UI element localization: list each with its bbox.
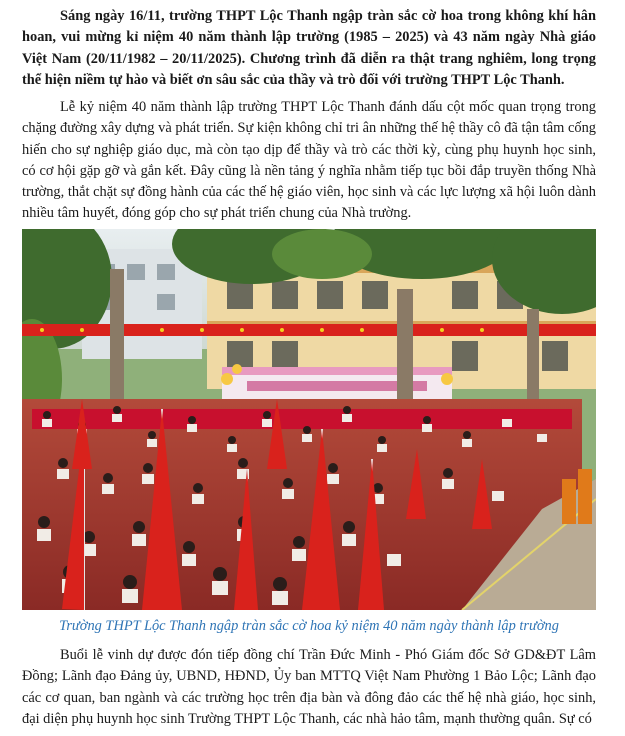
body-paragraph-2: Buổi lễ vinh dự được đón tiếp đồng chí Trần Đức Minh - Phó Giám đốc Sở GD&ĐT Lâm Đồng; Lãnh đạo Đảng ủy, UBND, HĐND, Ủy ban MTTQ Việt Nam Phường 1 Bảo Lộc; Lãnh đạo các cơ quan, ban ngành và các trường học trên địa bàn và đông đảo các thế hệ nhà giáo, học sinh, đại diện phụ huynh học sinh Trường THPT Lộc Thanh, các nhà hảo tâm, mạnh thường quân. Sự có bbox=[22, 647, 596, 727]
ceremony-photo bbox=[22, 229, 596, 610]
photo-caption: Trường THPT Lộc Thanh ngập tràn sắc cờ hoa kỷ niệm 40 năm ngày thành lập trường bbox=[59, 618, 559, 634]
ceremony-photo-illustration bbox=[22, 229, 596, 610]
lead-paragraph: Sáng ngày 16/11, trường THPT Lộc Thanh ngập tràn sắc cờ hoa trong không khí hân hoan, vui mừng kỉ niệm 40 năm thành lập trường (1985 – 2025) và 43 năm ngày Nhà giáo Việt Nam (20/11/1982 – 20/11/2025). Chương trình đã diễn ra thật trang nghiêm, long trọng thể hiện niềm tự hào và biết ơn sâu sắc của thầy và trò đối với trường THPT Lộc Thanh. bbox=[22, 8, 596, 88]
body-paragraph-1: Lễ kỷ niệm 40 năm thành lập trường THPT Lộc Thanh đánh dấu cột mốc quan trọng trong chặng đường xây dựng và phát triển. Sự kiện không chỉ tri ân những thế hệ thầy cô đã tận tâm cống hiến cho sự nghiệp giáo dục, mà còn tạo dịp để thầy và trò các thời kỳ, cùng phụ huynh học sinh, có cơ hội gặp gỡ và gắn kết. Đây cũng là nền tảng ý nghĩa nhằm tiếp tục bồi đắp truyền thống Nhà trường, thắt chặt sự đồng hành của các thế hệ giáo viên, học sinh và các lực lượng xã hội luôn dành nhiều tâm huyết, đóng góp cho sự phát triển chung của Nhà trường. bbox=[22, 99, 596, 222]
